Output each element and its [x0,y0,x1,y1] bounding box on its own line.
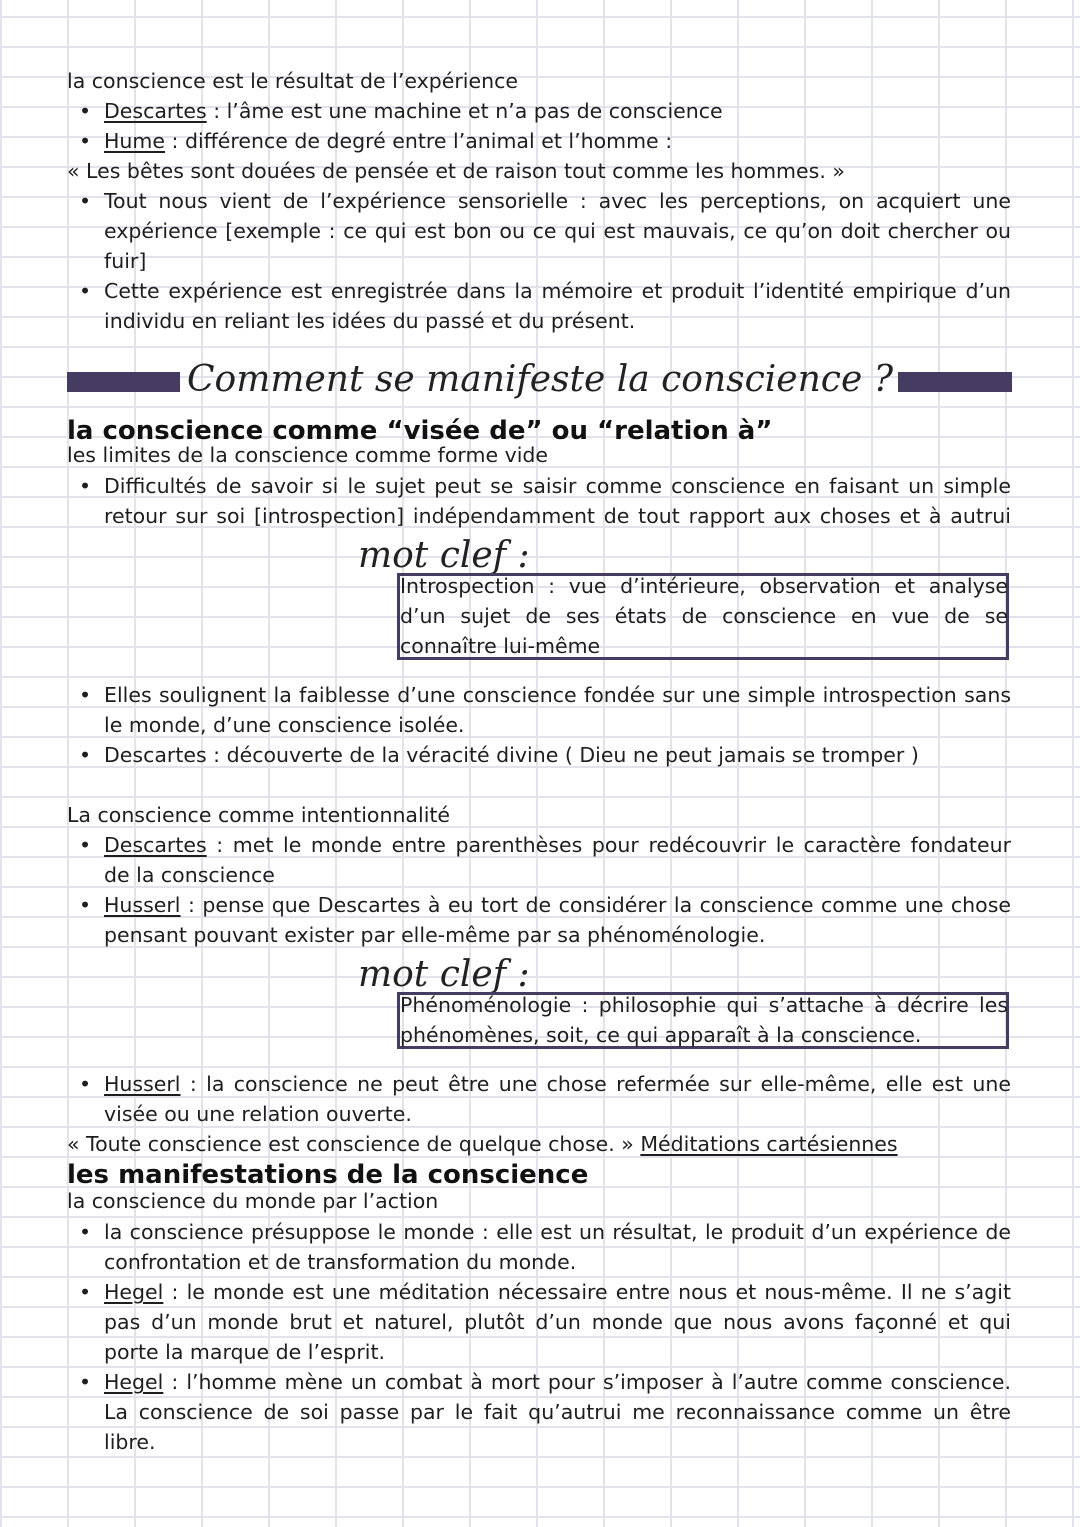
list-item-continuation: pas d’un monde brut et naturel, plutôt d’un monde que nous avons façonné et qui [104,1310,1011,1334]
list-item [104,1367,1011,1397]
author-name: Husserl [104,1072,181,1096]
list-item: • Cette expérience est enregistrée dans la mémoire et produit l’identité empirique d’un [104,276,1011,306]
section-subheading: les limites de la conscience comme forme vide [67,443,549,467]
list-item-continuation: confrontation et de transformation du monde. [104,1250,577,1274]
section1-intro: la conscience est le résultat de l’expérience [67,69,518,93]
quote-text: « Toute conscience est conscience de quelque chose. » [67,1132,641,1156]
definition-line: phénomènes, soit, ce qui apparaît à la conscience. [400,1023,922,1047]
list-item: • Descartes : découverte de la véracité divine ( Dieu ne peut jamais se tromper ) [104,740,1011,770]
list-item-continuation: libre. [104,1430,156,1454]
list-item: • Tout nous vient de l’expérience sensorielle : avec les perceptions, on acquiert une [104,186,1011,216]
author-name: Hegel [104,1370,164,1394]
page-title: Comment se manifeste la conscience ? [186,359,894,400]
list-item-continuation: porte la marque de l’esprit. [104,1340,385,1364]
quote [67,1129,1011,1159]
definition-line: Introspection : vue d’intérieure, observation et analyse [400,574,1008,598]
section-subheading: La conscience comme intentionnalité [67,803,451,827]
list-item: • Difficultés de savoir si le sujet peut se saisir comme conscience en faisant un simple [104,471,1011,501]
list-item-text: : l’homme mène un combat à mort pour s’imposer à l’autre comme conscience. [163,1370,1011,1394]
list-item-continuation: retour sur soi [introspection] indépendamment de tout rapport aux choses et à autrui [104,504,1011,528]
definition-line: Phénoménologie : philosophie qui s’attache à décrire les [400,993,1008,1017]
list-item: • Elles soulignent la faiblesse d’une conscience fondée sur une simple introspection sans [104,680,1011,710]
list-item-text: : pense que Descartes à eu tort de considérer la conscience comme une chose [180,893,1011,917]
list-item: • la conscience présuppose le monde : elle est un résultat, le produit d’un expérience de [104,1217,1011,1247]
list-item-continuation: visée ou une relation ouverte. [104,1102,412,1126]
list-item [104,890,1011,920]
list-item [104,1277,1011,1307]
list-item-continuation: pensant pouvant exister par elle-même par sa phénoménologie. [104,923,766,947]
list-item-text: : différence de degré entre l’animal et l’homme : [165,129,673,153]
quote: « Les bêtes sont douées de pensée et de raison tout comme les hommes. » [67,159,845,183]
author-name: Hume [104,129,165,153]
section-heading: les manifestations de la conscience [67,1160,589,1190]
author-name: Husserl [104,893,181,917]
mot-clef-label: mot clef : [358,954,530,995]
section-heading: la conscience comme “visée de” ou “relation à” [67,416,773,446]
list-item-continuation: fuir] [104,249,147,273]
quote-source: Méditations cartésiennes [640,1132,898,1156]
author-name: Descartes [104,833,207,857]
list-item-continuation: expérience [exemple : ce qui est bon ou ce qui est mauvais, ce qu’on doit chercher ou [104,219,1011,243]
list-item-continuation: individu en reliant les idées du passé et du présent. [104,309,636,333]
list-item [104,830,1011,860]
list-item [104,126,1011,156]
author-name: Hegel [104,1280,164,1304]
list-item-text: : la conscience ne peut être une chose refermée sur elle-même, elle est une [180,1072,1011,1096]
title-bar-left [67,372,180,392]
list-item-continuation: le monde, d’une conscience isolée. [104,713,465,737]
title-bar-right [898,372,1012,392]
author-name: Descartes [104,99,207,123]
section-subheading: la conscience du monde par l’action [67,1189,439,1213]
list-item-text: : l’âme est une machine et n’a pas de conscience [206,99,723,123]
definition-line: d’un sujet de ses états de conscience en vue de se [400,604,1008,628]
list-item-continuation: La conscience de soi passe par le fait qu’autrui me reconnaissance comme un être [104,1400,1011,1424]
list-item-text: : le monde est une méditation nécessaire entre nous et nous-même. Il ne s’agit [163,1280,1011,1304]
mot-clef-label: mot clef : [358,535,530,576]
definition-line: connaître lui-même [400,634,601,658]
list-item [104,1069,1011,1099]
list-item-text: : met le monde entre parenthèses pour redécouvrir le caractère fondateur [206,833,1011,857]
list-item [104,96,1011,126]
list-item-continuation: de la conscience [104,863,275,887]
